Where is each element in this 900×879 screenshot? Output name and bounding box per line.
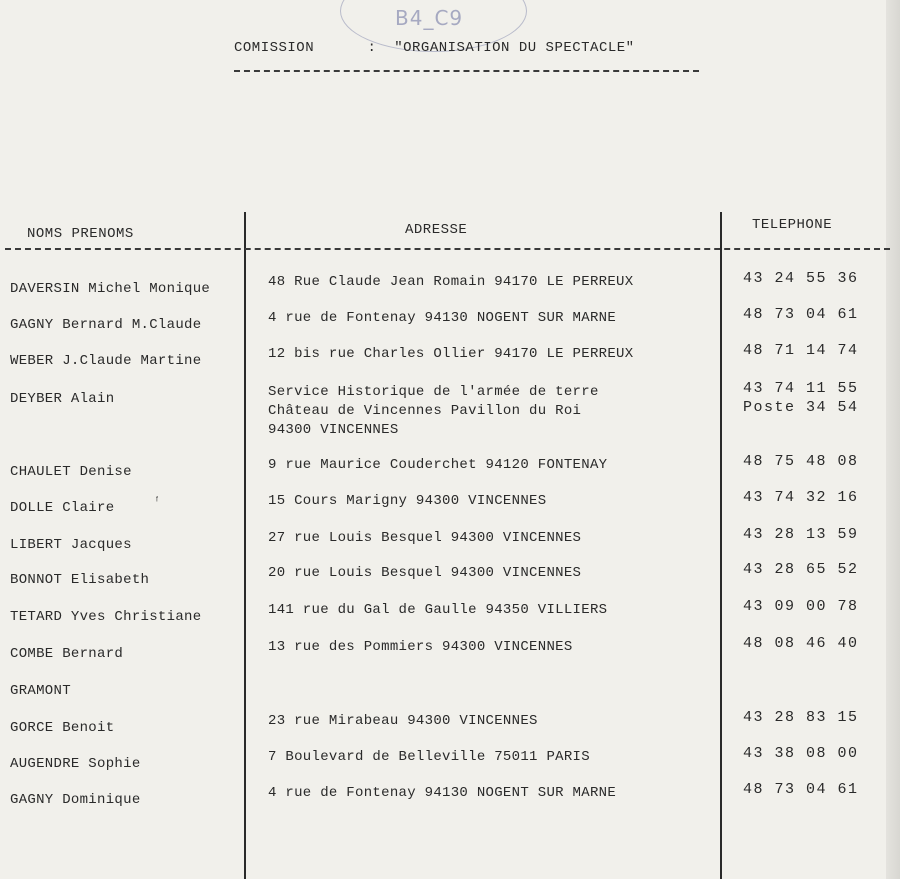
contact-name: GAGNY Dominique <box>10 792 141 808</box>
contact-address <box>268 601 607 620</box>
contact-name: COMBE Bernard <box>10 646 124 662</box>
contact-address <box>268 712 538 731</box>
contact-address <box>268 529 581 548</box>
address-line: 12 bis rue Charles Ollier 94170 LE PERREUX <box>268 346 634 362</box>
phone-line: 43 28 13 59 <box>743 526 859 543</box>
contact-name: AUGENDRE Sophie <box>10 756 141 772</box>
column-divider-right <box>720 212 722 879</box>
page-edge <box>886 0 900 879</box>
contact-name: WEBER J.Claude Martine <box>10 353 202 369</box>
contact-name: GAGNY Bernard M.Claude <box>10 317 202 333</box>
column-header-phone: TELEPHONE <box>752 217 833 233</box>
phone-line: 48 75 48 08 <box>743 453 859 470</box>
contact-address <box>268 638 573 657</box>
address-line: 4 rue de Fontenay 94130 NOGENT SUR MARNE <box>268 785 617 801</box>
phone-line: 48 73 04 61 <box>743 781 859 798</box>
address-line: Château de Vincennes Pavillon du Roi <box>268 403 582 419</box>
contact-name: BONNOT Elisabeth <box>10 572 150 588</box>
phone-line: Poste 34 54 <box>743 399 859 416</box>
archive-stamp-text: B4_C9 <box>395 6 464 30</box>
address-line: 4 rue de Fontenay 94130 NOGENT SUR MARNE <box>268 310 617 326</box>
contact-address <box>268 309 616 328</box>
contact-address <box>268 564 581 583</box>
contact-address <box>268 273 633 292</box>
phone-line: 43 74 11 55 <box>743 380 859 397</box>
contact-name: LIBERT Jacques <box>10 537 132 553</box>
address-line: 23 rue Mirabeau 94300 VINCENNES <box>268 713 538 729</box>
ink-speck: ᶠ <box>154 497 161 508</box>
phone-line: 43 28 65 52 <box>743 561 859 578</box>
phone-line: 43 28 83 15 <box>743 709 859 726</box>
address-line: 20 rue Louis Besquel 94300 VINCENNES <box>268 565 582 581</box>
address-line: 94300 VINCENNES <box>268 422 399 438</box>
address-line: 7 Boulevard de Belleville 75011 PARIS <box>268 749 590 765</box>
page-title: COMISSION : "ORGANISATION DU SPECTACLE" <box>234 40 635 56</box>
phone-line: 48 71 14 74 <box>743 342 859 359</box>
contact-phone <box>743 744 859 763</box>
contact-name: DAVERSIN Michel Monique <box>10 281 211 297</box>
contact-phone <box>743 708 859 727</box>
contact-address <box>268 383 599 440</box>
address-line: 27 rue Louis Besquel 94300 VINCENNES <box>268 530 582 546</box>
column-divider-left <box>244 212 246 879</box>
contact-name: DEYBER Alain <box>10 391 115 407</box>
contact-phone <box>743 525 859 544</box>
address-line: 15 Cours Marigny 94300 VINCENNES <box>268 493 547 509</box>
contact-name: DOLLE Claire <box>10 500 115 516</box>
contact-address <box>268 784 616 803</box>
column-header-address: ADRESSE <box>405 222 468 238</box>
contact-name: TETARD Yves Christiane <box>10 609 202 625</box>
phone-line: 43 09 00 78 <box>743 598 859 615</box>
contact-address <box>268 345 633 364</box>
contact-phone <box>743 305 859 324</box>
phone-line: 43 24 55 36 <box>743 270 859 287</box>
contact-name: CHAULET Denise <box>10 464 132 480</box>
contact-phone <box>743 379 859 417</box>
contact-address <box>268 748 590 767</box>
contact-address <box>268 492 546 511</box>
title-underline <box>234 70 699 72</box>
contact-phone <box>743 560 859 579</box>
contact-phone <box>743 269 859 288</box>
address-line: 48 Rue Claude Jean Romain 94170 LE PERREUX <box>268 274 634 290</box>
address-line: 141 rue du Gal de Gaulle 94350 VILLIERS <box>268 602 608 618</box>
contact-phone <box>743 634 859 653</box>
contact-phone <box>743 452 859 471</box>
contact-name: GORCE Benoit <box>10 720 115 736</box>
contact-phone <box>743 597 859 616</box>
address-line: Service Historique de l'armée de terre <box>268 384 599 400</box>
address-line: 13 rue des Pommiers 94300 VINCENNES <box>268 639 573 655</box>
phone-line: 43 38 08 00 <box>743 745 859 762</box>
contact-address <box>268 456 607 475</box>
contact-phone <box>743 780 859 799</box>
column-header-names: NOMS PRENOMS <box>27 226 134 242</box>
header-rule <box>5 248 890 250</box>
contact-phone <box>743 341 859 360</box>
contact-name: GRAMONT <box>10 683 71 699</box>
contact-phone <box>743 488 859 507</box>
address-line: 9 rue Maurice Couderchet 94120 FONTENAY <box>268 457 608 473</box>
phone-line: 43 74 32 16 <box>743 489 859 506</box>
phone-line: 48 73 04 61 <box>743 306 859 323</box>
phone-line: 48 08 46 40 <box>743 635 859 652</box>
